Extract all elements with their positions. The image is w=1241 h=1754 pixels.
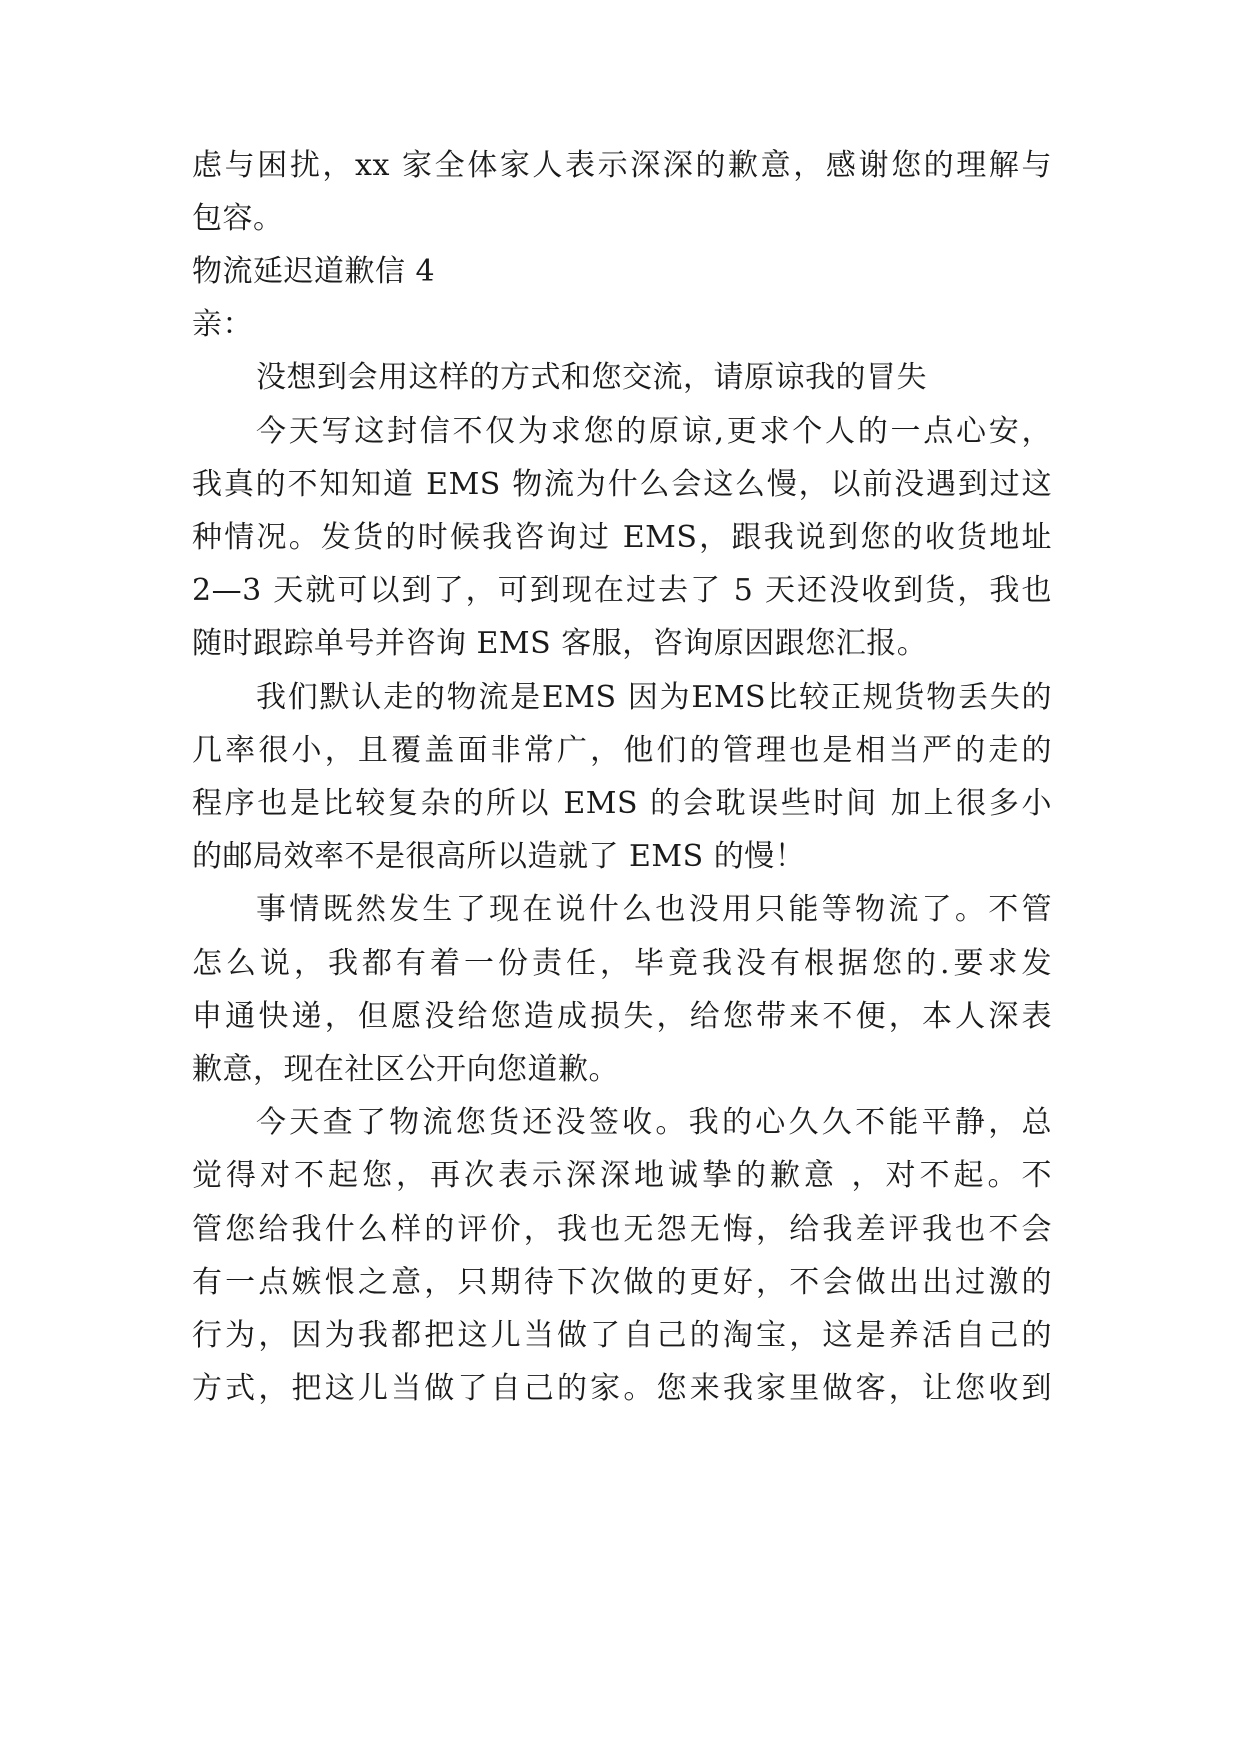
text-line: 包容。 — [192, 201, 284, 236]
section-heading: 物流延迟道歉信 4 — [192, 254, 436, 289]
text-line: 觉得对不起您，再次表示深深地诚挚的歉意 ，对不起。不 — [192, 1158, 1052, 1193]
text-line: 有一点嫉恨之意，只期待下次做的更好，不会做出出过激的 — [192, 1265, 1052, 1300]
text-line: 虑与困扰，xx 家全体家人表示深深的歉意，感谢您的理解与 — [192, 148, 1052, 183]
text-line: 我们默认走的物流是EMS 因为EMS比较正规货物丢失的 — [256, 680, 1052, 715]
salutation: 亲： — [192, 307, 253, 342]
text-line: 今天写这封信不仅为求您的原谅,更求个人的一点心安， — [256, 414, 1052, 449]
text-line: 2—3 天就可以到了，可到现在过去了 5 天还没收到货，我也 — [192, 573, 1052, 608]
text-line: 申通快递，但愿没给您造成损失，给您带来不便，本人深表 — [192, 999, 1052, 1034]
text-line: 方式，把这儿当做了自己的家。您来我家里做客，让您收到 — [192, 1371, 1052, 1406]
text-line: 事情既然发生了现在说什么也没用只能等物流了。不管 — [256, 892, 1052, 927]
text-line: 随时跟踪单号并咨询 EMS 客服，咨询原因跟您汇报。 — [192, 626, 928, 661]
text-line: 种情况。发货的时候我咨询过 EMS，跟我说到您的收货地址 — [192, 520, 1052, 555]
text-line: 歉意，现在社区公开向您道歉。 — [192, 1052, 619, 1087]
text-line: 管您给我什么样的评价，我也无怨无悔，给我差评我也不会 — [192, 1212, 1052, 1247]
text-line: 的邮局效率不是很高所以造就了 EMS 的慢！ — [192, 839, 806, 874]
text-line: 程序也是比较复杂的所以 EMS 的会耽误些时间 加上很多小 — [192, 786, 1052, 821]
text-line: 怎么说，我都有着一份责任，毕竟我没有根据您的.要求发 — [192, 946, 1052, 981]
text-line: 今天查了物流您货还没签收。我的心久久不能平静，总 — [256, 1105, 1052, 1140]
text-line: 几率很小，且覆盖面非常广，他们的管理也是相当严的走的 — [192, 733, 1052, 768]
text-line: 没想到会用这样的方式和您交流，请原谅我的冒失 — [256, 360, 927, 395]
text-line: 行为，因为我都把这儿当做了自己的淘宝，这是养活自己的 — [192, 1318, 1052, 1353]
text-line: 我真的不知知道 EMS 物流为什么会这么慢，以前没遇到过这 — [192, 467, 1052, 502]
